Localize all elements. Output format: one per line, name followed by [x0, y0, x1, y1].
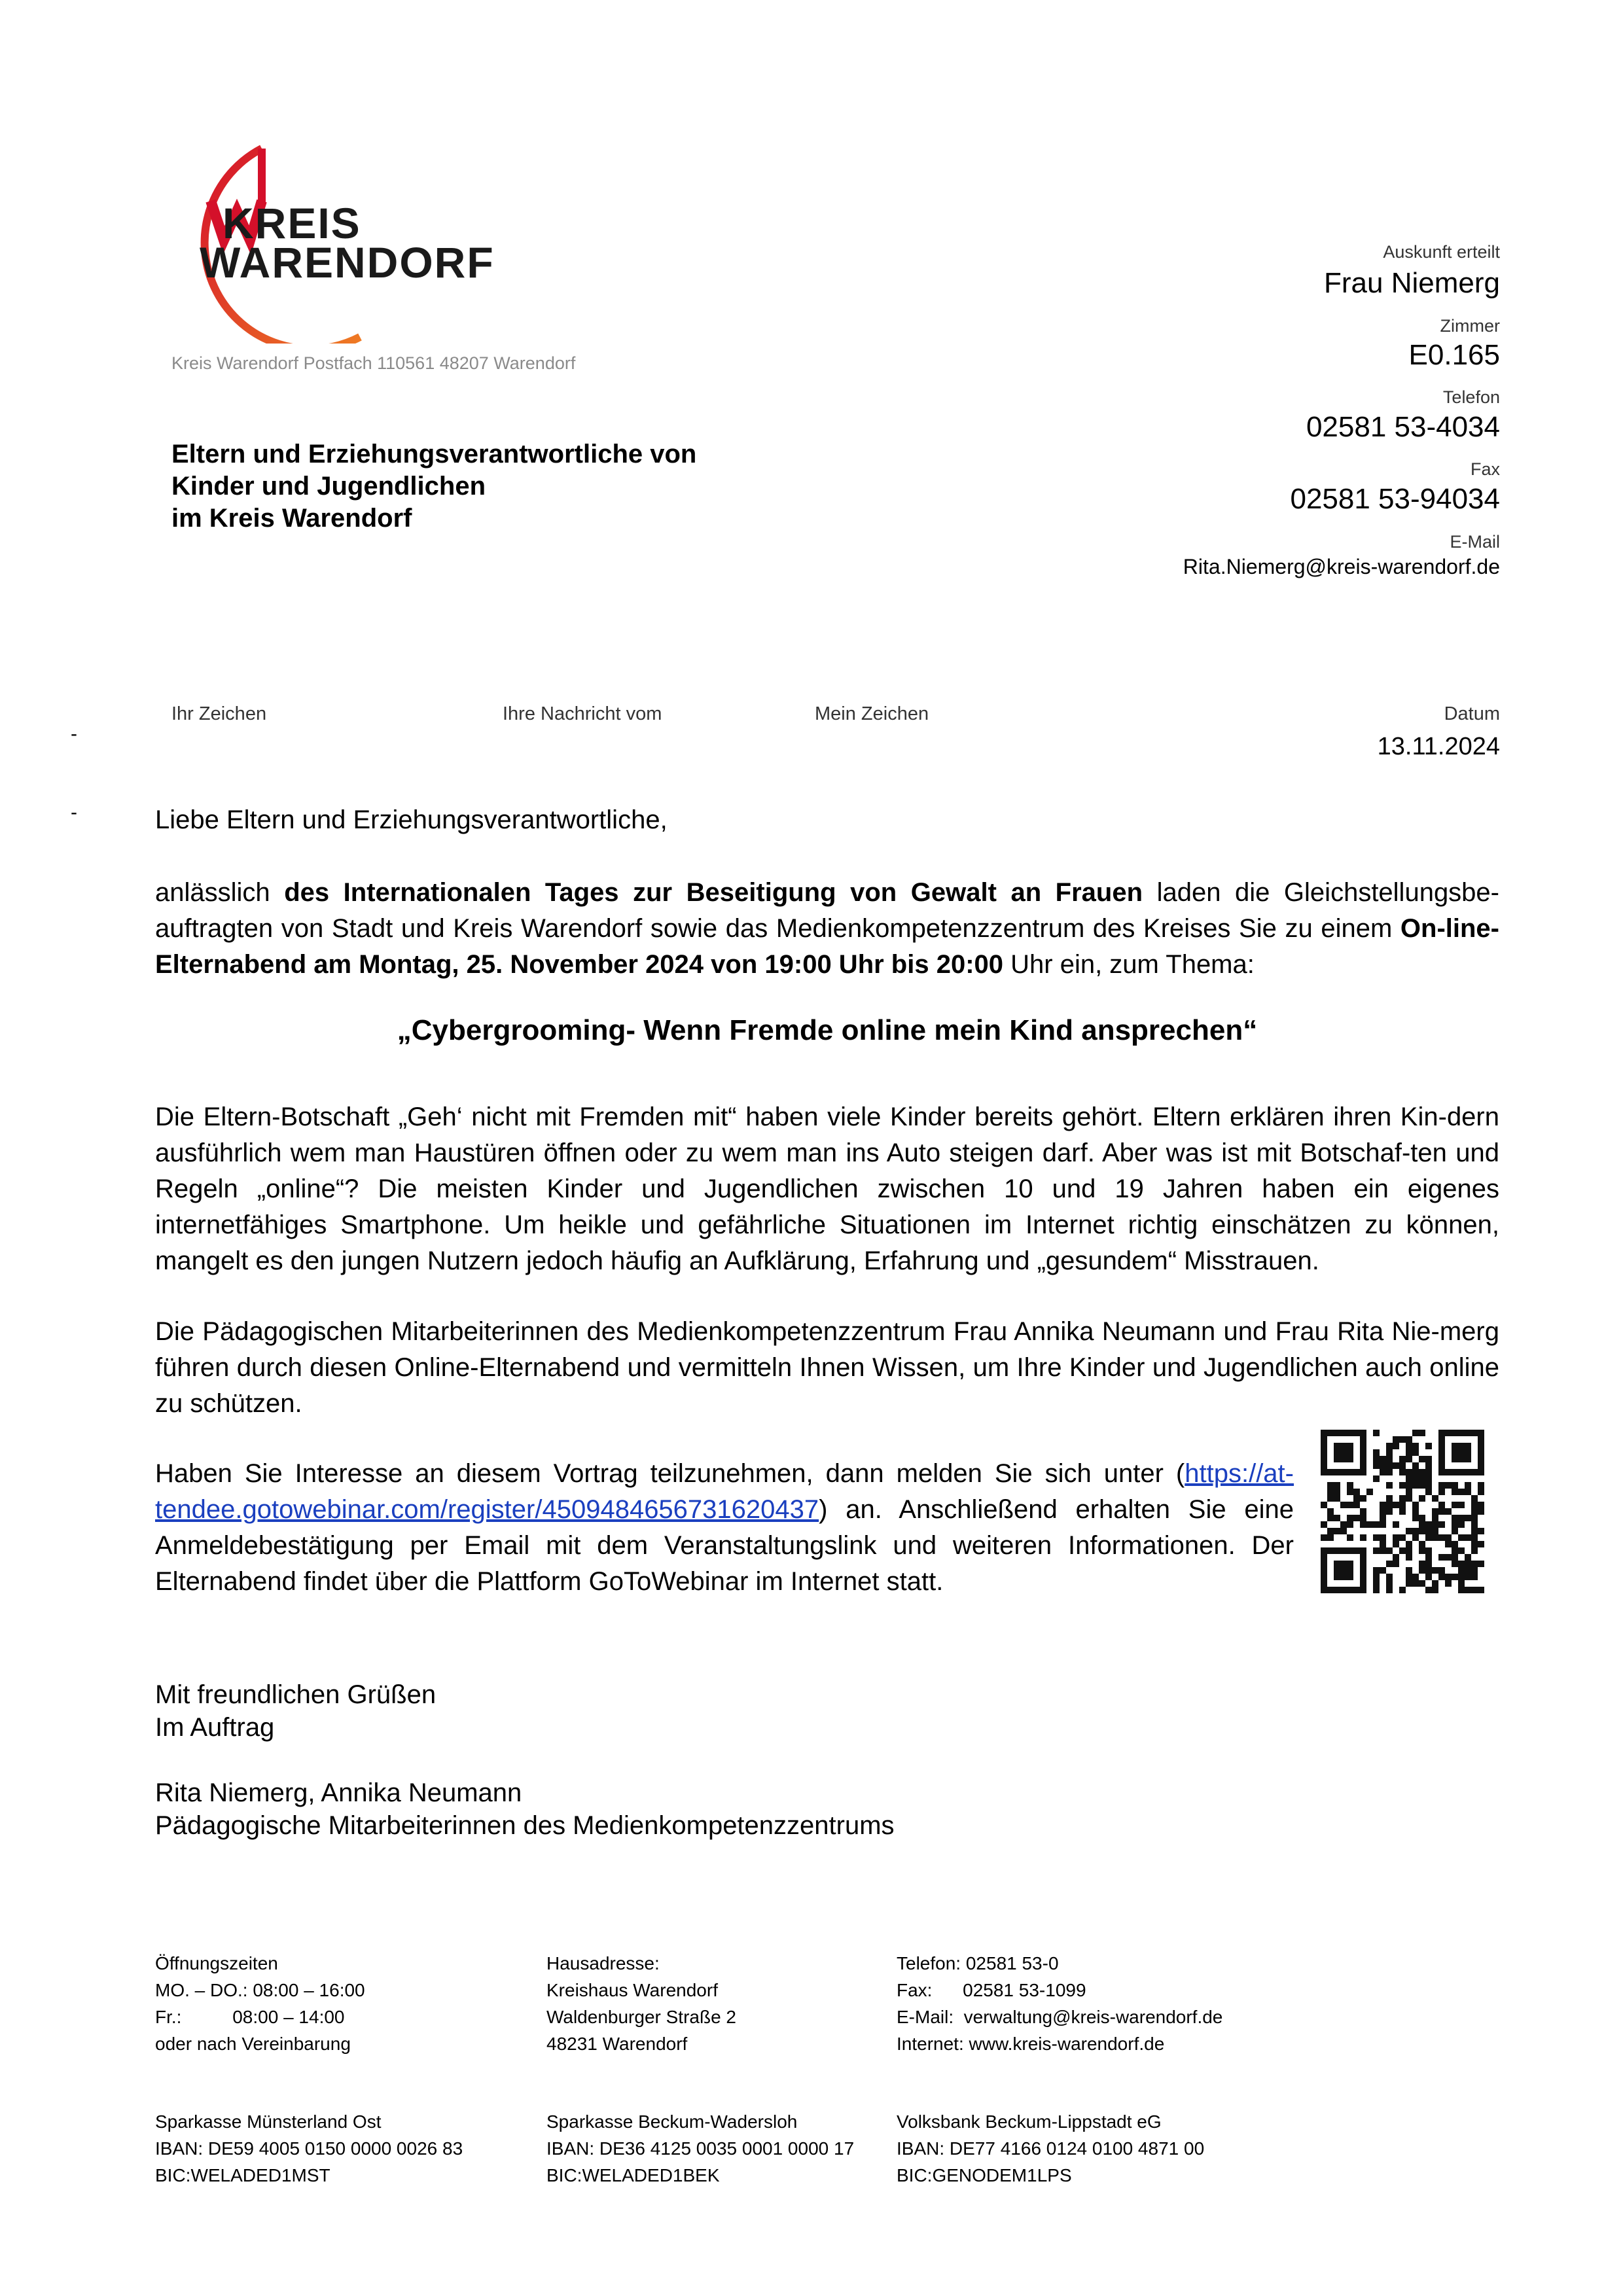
footer-opening-hours [155, 1950, 365, 2057]
paragraph-invitation [155, 875, 1499, 983]
logo-word-kreis: KREIS [223, 199, 361, 247]
para1-bold-1: des Internationalen Tages zur Beseitigung von Gewalt an Frauen [284, 878, 1143, 907]
footer-address [546, 1950, 736, 2057]
bank1-bic: BIC:WELADED1MST [155, 2165, 330, 2185]
closing-line-2: Im Auftrag [155, 1713, 275, 1742]
address-row-3: 48231 Warendorf [546, 2034, 688, 2054]
bank3-iban: IBAN: DE77 4166 0124 0100 4871 00 [897, 2138, 1205, 2159]
recipient-address [171, 438, 696, 535]
footer-bank-2 [546, 2108, 854, 2189]
phone-label: Telefon [1442, 387, 1500, 407]
letter-date: 13.11.2024 [1377, 733, 1500, 760]
registration-link[interactable]: https://at-tendee.gotowebinar.com/register/4509484656731620437 [155, 1459, 1294, 1524]
bank1-name: Sparkasse Münsterland Ost [155, 2111, 382, 2132]
bank1-iban: IBAN: DE59 4005 0150 0000 0026 83 [155, 2138, 463, 2159]
fold-mark-1: - [71, 723, 77, 745]
footer-email[interactable]: E-Mail: verwaltung@kreis-warendorf.de [897, 2007, 1223, 2027]
sender-address-line: Kreis Warendorf Postfach 110561 48207 Warendorf [171, 353, 576, 373]
your-message-label: Ihre Nachricht vom [503, 703, 662, 724]
logo-word-warendorf: WARENDORF [200, 238, 495, 287]
room-value: E0.165 [1408, 339, 1500, 371]
your-sign-label: Ihr Zeichen [171, 703, 267, 724]
footer-website[interactable]: Internet: www.kreis-warendorf.de [897, 2034, 1165, 2054]
info-label: Auskunft erteilt [1383, 242, 1500, 262]
signer-role: Pädagogische Mitarbeiterinnen des Medienkompetenzzentrums [155, 1811, 895, 1840]
fax-value: 02581 53-94034 [1290, 483, 1500, 515]
salutation: Liebe Eltern und Erziehungsverantwortliche, [155, 805, 668, 834]
event-subject: „Cybergrooming- Wenn Fremde online mein Kind ansprechen“ [397, 1014, 1258, 1046]
bank2-name: Sparkasse Beckum-Wadersloh [546, 2111, 798, 2132]
closing-line-1: Mit freundlichen Grüßen [155, 1680, 437, 1709]
recipient-line-3: im Kreis Warendorf [171, 504, 412, 533]
recipient-line-1: Eltern und Erziehungsverantwortliche von [171, 440, 697, 468]
para1-text-3: Uhr ein, zum Thema: [1003, 950, 1255, 979]
email-label: E-Mail [1450, 532, 1500, 552]
address-row-2: Waldenburger Straße 2 [546, 2007, 736, 2027]
paragraph-presenters: Die Pädagogischen Mitarbeiterinnen des Medienkompetenzzentrum Frau Annika Neumann und Frau Rita Nie-merg führen durch diesen Online-Elternabend und vermitteln Ihnen Wissen, um Ihre Kinder und Jugendlichen auch online zu schützen. [155, 1317, 1499, 1418]
footer-bank-1 [155, 2108, 463, 2189]
bank3-name: Volksbank Beckum-Lippstadt eG [897, 2111, 1162, 2132]
para1-text-1: anlässlich [155, 878, 285, 907]
bank2-iban: IBAN: DE36 4125 0035 0001 0000 17 [546, 2138, 855, 2159]
signature-block [155, 1776, 895, 1842]
phone-value: 02581 53-4034 [1306, 411, 1500, 443]
hours-row-2: Fr.: 08:00 – 14:00 [155, 2007, 345, 2027]
fax-label: Fax [1470, 459, 1500, 479]
bank2-bic: BIC:WELADED1BEK [546, 2165, 720, 2185]
hours-row-3: oder nach Vereinbarung [155, 2034, 351, 2054]
address-row-1: Kreishaus Warendorf [546, 1980, 718, 2000]
footer-phone: Telefon: 02581 53-0 [897, 1953, 1059, 1973]
address-title: Hausadresse: [546, 1953, 660, 1973]
para1-bold-2: On-line-Elternabend am Montag, 25. November 2024 von 19:00 Uhr bis 20:00 [155, 914, 1499, 979]
email-value[interactable]: Rita.Niemerg@kreis-warendorf.de [1183, 555, 1500, 578]
closing-greeting [155, 1678, 436, 1744]
fold-mark-2: - [71, 802, 77, 823]
hours-row-1: MO. – DO.: 08:00 – 16:00 [155, 1980, 365, 2000]
para1-text-2: laden die Gleichstellungsbe-auftragten von Stadt und Kreis Warendorf sowie das Medienkompetenzzentrum des Kreises Sie zu einem [155, 878, 1499, 943]
signer-names: Rita Niemerg, Annika Neumann [155, 1778, 522, 1807]
my-sign-label: Mein Zeichen [815, 703, 929, 724]
bank3-bic: BIC:GENODEM1LPS [897, 2165, 1072, 2185]
para4-text-1: Haben Sie Interesse an diesem Vortrag teilzunehmen, dann melden Sie sich unter ( [155, 1459, 1185, 1488]
footer-fax: Fax: 02581 53-1099 [897, 1980, 1086, 2000]
footer-bank-3 [897, 2108, 1204, 2189]
paragraph-registration [155, 1456, 1294, 1600]
registration-qr-code [1321, 1430, 1484, 1593]
hours-title: Öffnungszeiten [155, 1953, 278, 1973]
room-label: Zimmer [1440, 316, 1500, 336]
contact-name: Frau Niemerg [1324, 267, 1500, 299]
recipient-line-2: Kinder und Jugendlichen [171, 472, 486, 501]
footer-contact [897, 1950, 1222, 2057]
para4-text-2: ) an. Anschließend erhalten Sie eine Anmeldebestätigung per Email mit dem Veranstaltungslink und weiteren Informationen. Der Elternabend findet über die Plattform GoToWebinar im Internet statt. [155, 1495, 1294, 1596]
paragraph-context: Die Eltern-Botschaft „Geh‘ nicht mit Fremden mit“ haben viele Kinder bereits gehört. Eltern erklären ihren Kin-dern ausführlich wem man Haustüren öffnen oder zu wem man ins Auto steigen darf. Aber was ist mit Botschaf-ten und Regeln „online“? Die meisten Kinder und Jugendlichen zwischen 10 und 19 Jahren haben ein eigenes internetfähiges Smartphone. Um heikle und gefährliche Situationen im Internet richtig einschätzen zu können, mangelt es den jungen Nutzern jedoch häufig an Aufklärung, Erfahrung und „gesundem“ Misstrauen. [155, 1103, 1499, 1275]
date-label: Datum [1444, 703, 1500, 724]
kreis-warendorf-logo [164, 141, 495, 344]
